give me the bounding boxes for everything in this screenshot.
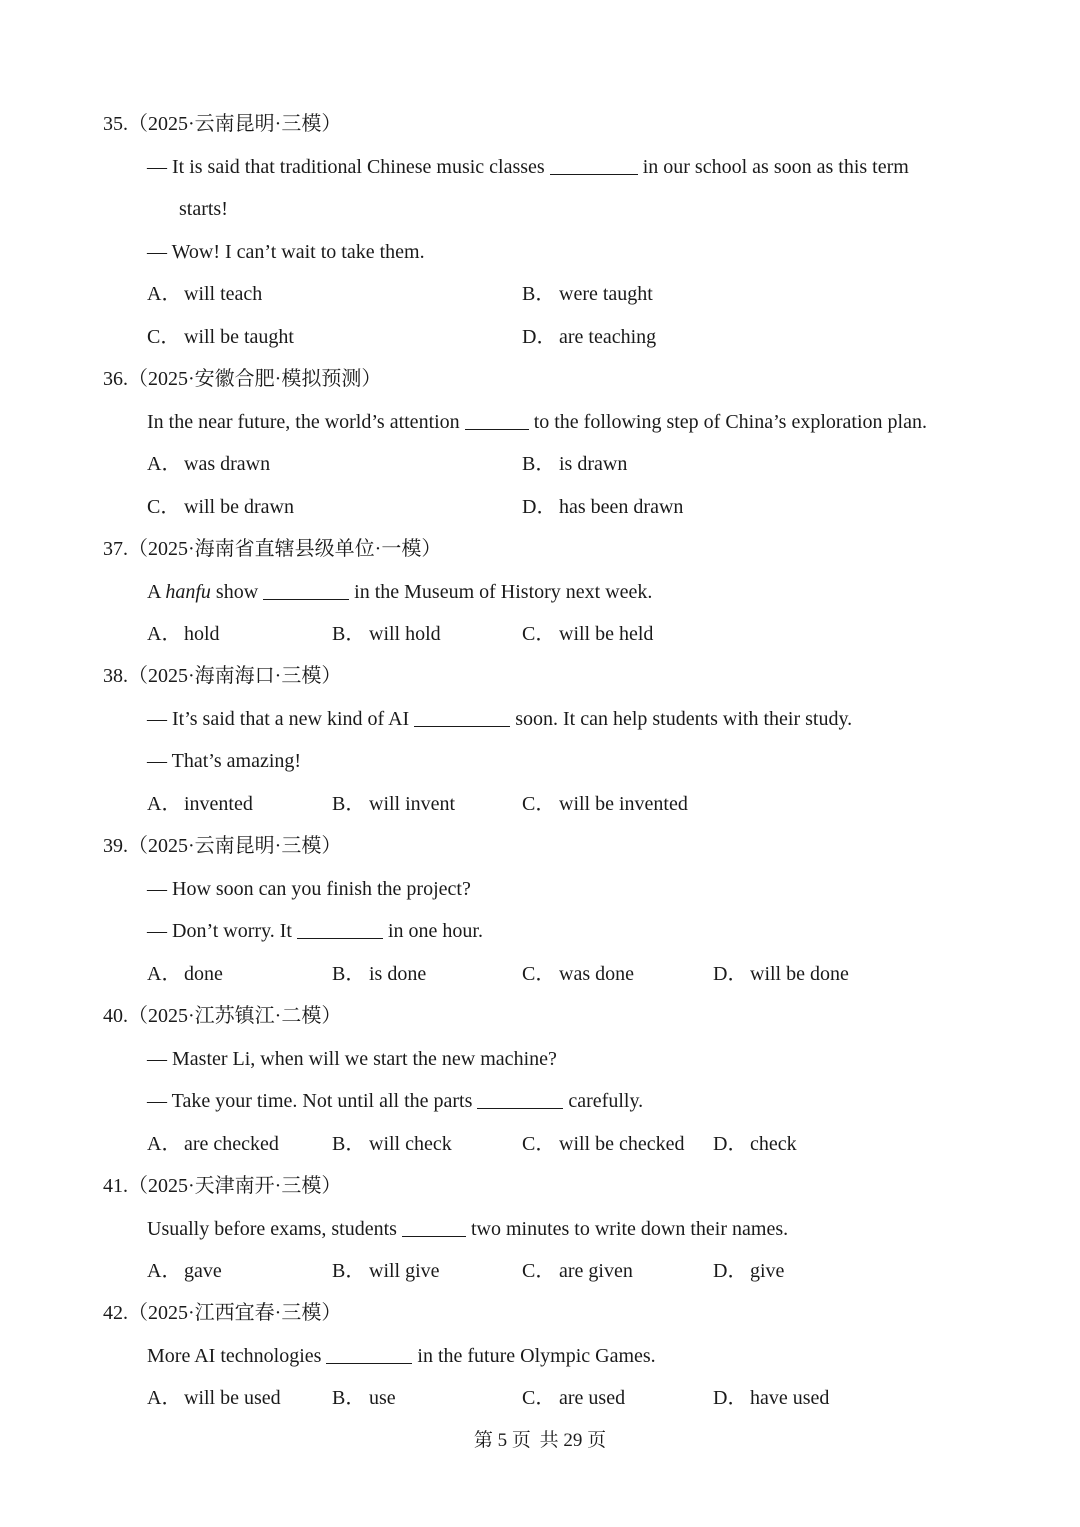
option-c[interactable]: C． will be held	[522, 623, 654, 645]
question-source: （2025·天津南开·三模）	[128, 1175, 342, 1197]
option-b[interactable]: B． were taught	[522, 283, 653, 305]
question-number: 41.	[103, 1175, 128, 1197]
option-c[interactable]: C． are used	[522, 1387, 626, 1409]
option-d[interactable]: D． have used	[713, 1387, 830, 1409]
option-a[interactable]: A． hold	[147, 623, 220, 645]
option-a[interactable]: A． gave	[147, 1260, 222, 1282]
question-source: （2025·海南省直辖县级单位·一模）	[128, 538, 442, 560]
answer-blank	[402, 1216, 466, 1237]
option-c[interactable]: C． will be drawn	[147, 496, 294, 518]
option-c[interactable]: C． will be taught	[147, 326, 294, 348]
answer-blank	[263, 579, 349, 600]
question-source: （2025·江苏镇江·二模）	[128, 1005, 342, 1027]
question-number: 39.	[103, 835, 128, 857]
question-number: 40.	[103, 1005, 128, 1027]
option-b[interactable]: B． will hold	[332, 623, 441, 645]
option-d[interactable]: D． give	[713, 1260, 785, 1282]
page-total: 共 29 页	[539, 1430, 607, 1451]
question-stem: — It’s said that a new kind of AI soon. It can help students with their study.	[147, 708, 853, 730]
answer-blank	[414, 706, 510, 727]
option-b[interactable]: B． is done	[332, 963, 427, 985]
answer-blank	[326, 1343, 412, 1364]
option-b[interactable]: B． will check	[332, 1133, 452, 1155]
option-a[interactable]: A． done	[147, 963, 223, 985]
dialogue-reply: — Wow! I can’t wait to take them.	[147, 241, 425, 263]
question-number: 37.	[103, 538, 128, 560]
dialogue-line: — How soon can you finish the project?	[147, 878, 471, 900]
question-number: 42.	[103, 1302, 128, 1324]
option-c[interactable]: C． will be invented	[522, 793, 688, 815]
question-stem: — Don’t worry. It in one hour.	[147, 920, 483, 942]
question-stem: — Take your time. Not until all the parts carefully.	[147, 1090, 644, 1112]
dialogue-line: — Master Li, when will we start the new machine?	[147, 1048, 557, 1070]
page-footer	[0, 1427, 1080, 1455]
question-stem-continued: starts!	[179, 198, 228, 220]
question-number: 36.	[103, 368, 128, 390]
option-a[interactable]: A． was drawn	[147, 453, 271, 475]
option-c[interactable]: C． was done	[522, 963, 634, 985]
dialogue-reply: — That’s amazing!	[147, 750, 302, 772]
question-number: 38.	[103, 665, 128, 687]
option-a[interactable]: A． will teach	[147, 283, 263, 305]
option-a[interactable]: A． are checked	[147, 1133, 279, 1155]
question-stem: Usually before exams, students two minutes to write down their names.	[147, 1218, 789, 1240]
question-stem: More AI technologies in the future Olympic Games.	[147, 1345, 656, 1367]
question-source: （2025·云南昆明·三模）	[128, 113, 342, 135]
option-b[interactable]: B． use	[332, 1387, 396, 1409]
question-stem: — It is said that traditional Chinese music classes in our school as soon as this term	[147, 156, 909, 178]
question-stem: A hanfu show in the Museum of History next week.	[147, 581, 653, 603]
question-source: （2025·海南海口·三模）	[128, 665, 342, 687]
answer-blank	[465, 409, 529, 430]
option-a[interactable]: A． will be used	[147, 1387, 281, 1409]
page-number: 第 5 页	[473, 1430, 531, 1451]
option-d[interactable]: D． check	[713, 1133, 797, 1155]
question-stem: In the near future, the world’s attention to the following step of China’s exploration plan.	[147, 411, 927, 433]
option-d[interactable]: D． has been drawn	[522, 496, 684, 518]
answer-blank	[477, 1088, 563, 1109]
option-b[interactable]: B． will invent	[332, 793, 456, 815]
answer-blank	[297, 918, 383, 939]
option-b[interactable]: B． will give	[332, 1260, 440, 1282]
option-c[interactable]: C． are given	[522, 1260, 633, 1282]
question-source: （2025·云南昆明·三模）	[128, 835, 342, 857]
question-source: （2025·安徽合肥·模拟预测）	[128, 368, 382, 390]
question-number: 35.	[103, 113, 128, 135]
option-c[interactable]: C． will be checked	[522, 1133, 685, 1155]
option-d[interactable]: D． are teaching	[522, 326, 657, 348]
option-d[interactable]: D． will be done	[713, 963, 849, 985]
question-source: （2025·江西宜春·三模）	[128, 1302, 342, 1324]
option-a[interactable]: A． invented	[147, 793, 253, 815]
answer-blank	[550, 154, 638, 175]
option-b[interactable]: B． is drawn	[522, 453, 628, 475]
